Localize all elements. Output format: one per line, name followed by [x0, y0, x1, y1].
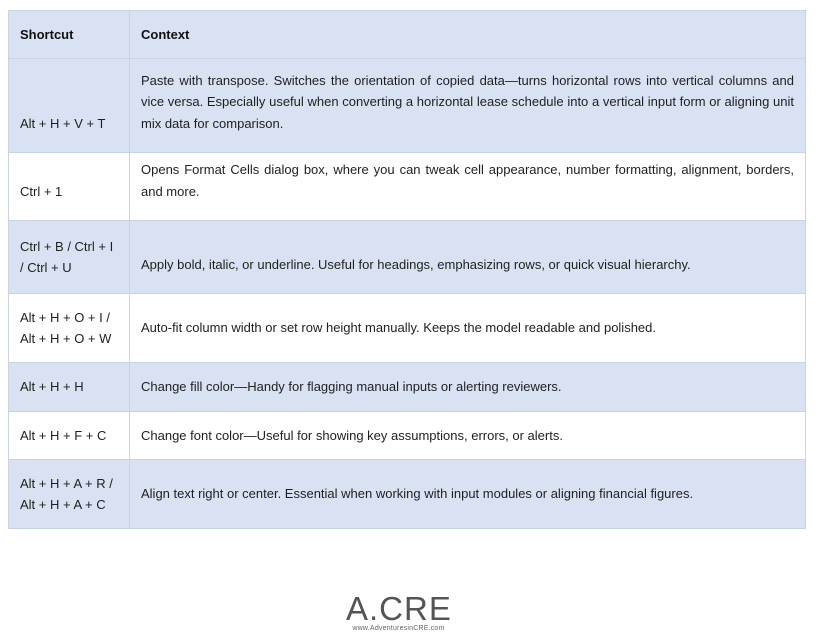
- shortcut-cell: Alt + H + A + R / Alt + H + A + C: [9, 460, 130, 529]
- table-row: [9, 412, 806, 460]
- context-cell: Opens Format Cells dialog box, where you can tweak cell appearance, number formatting, alignment, borders, and more.: [130, 153, 806, 221]
- context-cell: Align text right or center. Essential when working with input modules or aligning financial figures.: [130, 460, 806, 529]
- context-cell: Change font color—Useful for showing key assumptions, errors, or alerts.: [130, 412, 806, 460]
- logo-url: www.AdventuresinCRE.com: [352, 625, 445, 632]
- shortcut-cell: Alt + H + F + C: [9, 412, 130, 460]
- shortcuts-table: [8, 10, 806, 529]
- context-cell: Apply bold, italic, or underline. Useful for headings, emphasizing rows, or quick visual hierarchy.: [130, 221, 806, 294]
- shortcut-cell: Alt + H + H: [9, 363, 130, 412]
- context-cell: Paste with transpose. Switches the orientation of copied data—turns horizontal rows into vertical columns and vice versa. Especially useful when converting a horizontal lease schedule into a vertical input form or aligning unit mix data for comparison.: [130, 59, 806, 153]
- table-row: [9, 221, 806, 294]
- shortcut-cell: Alt + H + O + I / Alt + H + O + W: [9, 294, 130, 363]
- logo-mark: A.CRE: [346, 590, 452, 627]
- table-row: [9, 363, 806, 412]
- column-header-shortcut: Shortcut: [9, 11, 130, 59]
- table-header-row: [9, 11, 806, 59]
- acre-logo: [346, 590, 452, 633]
- shortcut-cell: Ctrl + B / Ctrl + I / Ctrl + U: [9, 221, 130, 294]
- table-row: [9, 153, 806, 221]
- table-row: [9, 460, 806, 529]
- table-row: [9, 294, 806, 363]
- context-cell: Change fill color—Handy for flagging manual inputs or alerting reviewers.: [130, 363, 806, 412]
- shortcut-cell: Alt + H + V + T: [9, 59, 130, 153]
- column-header-context: Context: [130, 11, 806, 59]
- context-cell: Auto-fit column width or set row height manually. Keeps the model readable and polished.: [130, 294, 806, 363]
- table-row: [9, 59, 806, 153]
- shortcut-cell: Ctrl + 1: [9, 153, 130, 221]
